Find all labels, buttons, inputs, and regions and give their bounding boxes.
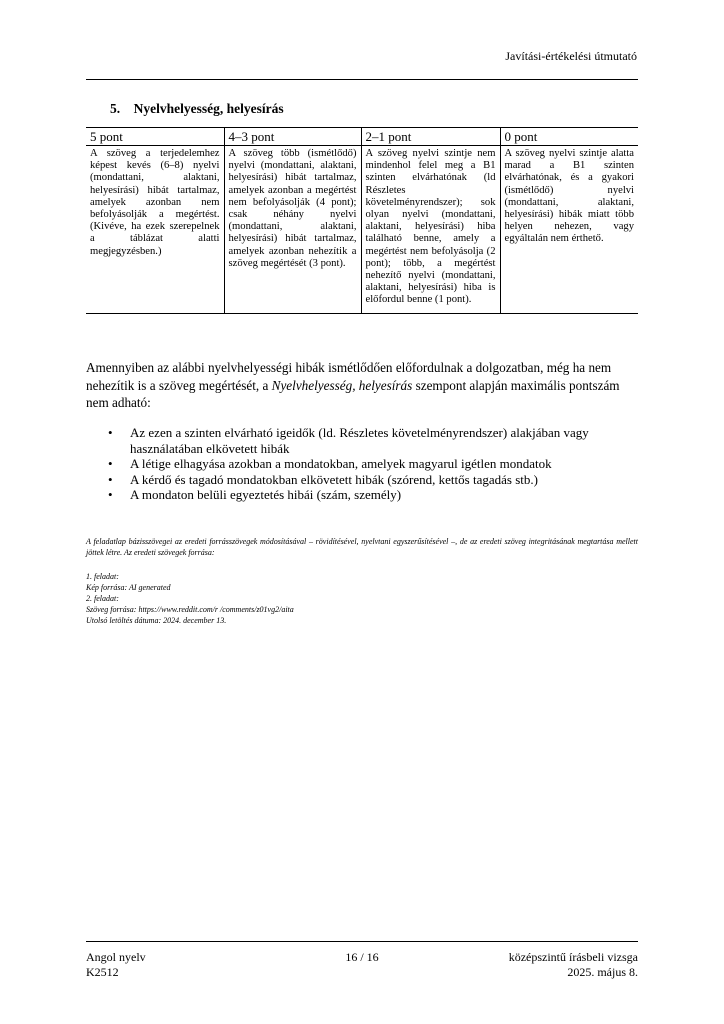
scoring-table (86, 127, 638, 314)
list-item (86, 425, 638, 456)
list-item (86, 472, 638, 488)
footer-right (509, 950, 638, 980)
table-row (86, 146, 638, 314)
note-text-end: szempont alapján maximális pontszám nem adható: (86, 377, 620, 410)
criteria-4-3-points: A szöveg több (ismétlődő) nyelvi (mondattani, alaktani, helyesírási) hibát tartalmaz, amelyek azonban a megértést nem befolyásolják (4 pont); csak néhány nyelvi (mondattani, alaktani, helyesírási) hibát tartalmaz, amelyek azonban nehezítik a szöveg megértését (3 pont). (224, 146, 361, 314)
list-item-text: A mondaton belüli egyeztetés hibái (szám, személy) (130, 487, 402, 502)
table-header-row (86, 128, 638, 146)
footer-code: K2512 (86, 965, 119, 979)
note-paragraph (86, 359, 638, 412)
criteria-0-points: A szöveg nyelvi szintje alatta marad a B1 szinten elvárhatónak, és a gyakori (ismétlődő) nyelvi (mondattani, alaktani, helyesírási) hibák miatt több helyen nehezen, vagy egyáltalán nem érthető. (500, 146, 638, 314)
page-number: 16 / 16 (345, 950, 379, 964)
column-header-5-points: 5 pont (86, 128, 224, 146)
bullet-icon: • (108, 456, 113, 471)
running-header: Javítási-értékelési útmutató (505, 49, 637, 63)
footer-date: 2025. május 8. (567, 965, 638, 979)
list-item (86, 487, 638, 503)
criteria-5-points: A szöveg a terjedelemhez képest kevés (6–8) nyelvi (mondattani, alaktani, helyesírási) hibát tartalmaz, amelyek azonban nem befolyásolják a megértést. (Kivéve, ha ezek szerepelnek a táblázat alatti megjegyzésben.) (86, 146, 224, 314)
column-header-0-points: 0 pont (500, 128, 638, 146)
list-item-text: Az ezen a szinten elvárható igeidők (ld. Részletes követelményrendszer) alakjában vagy használatában elkövetett hibák (130, 425, 589, 456)
source-line: Kép forrása: AI generated (86, 583, 171, 592)
bullet-icon: • (108, 425, 113, 440)
footer-subject: Angol nyelv (86, 950, 146, 964)
bullet-icon: • (108, 487, 113, 502)
column-header-2-1-points: 2–1 pont (361, 128, 500, 146)
source-line: Utolsó letöltés dátuma: 2024. december 13. (86, 616, 227, 625)
sources-list (86, 571, 638, 626)
source-line: 2. feladat: (86, 594, 119, 603)
source-line: Szöveg forrása: https://www.reddit.com/r /comments/z01vg2/aita (86, 605, 294, 614)
sources-note: A feladatlap bázisszövegei az eredeti forrásszövegek módosításával – rövidítésével, nyelvtani egyszerűsítésével –, de az eredeti szöveg integritásának megtartása mellett jöttek létre. Az eredeti szövegek forrása: (86, 537, 638, 557)
list-item-text: A létige elhagyása azokban a mondatokban, amelyek magyarul igétlen mondatok (130, 456, 552, 471)
note-criterion-name: Nyelvhelyesség, helyesírás (271, 377, 413, 393)
list-item-text: A kérdő és tagadó mondatokban elkövetett hibák (szórend, kettős tagadás stb.) (130, 471, 538, 487)
source-line: 1. feladat: (86, 572, 119, 581)
list-item (86, 456, 638, 472)
note-text-start: Amennyiben az alábbi nyelvhelyességi hibák ismétlődően előfordulnak a dolgozatban, még ha nem nehezítik is a szöveg megértését, a (86, 360, 612, 393)
bullet-icon: • (108, 471, 113, 487)
footer-exam: középszintű írásbeli vizsga (508, 950, 638, 964)
header-rule (86, 79, 638, 80)
section-title: 5. Nyelvhelyesség, helyesírás (110, 101, 284, 116)
column-header-4-3-points: 4–3 pont (224, 128, 361, 146)
error-list (86, 425, 638, 503)
footer-rule (86, 941, 638, 942)
criteria-2-1-points: A szöveg nyelvi szintje nem mindenhol felel meg a B1 szinten elvárhatónak (ld Részletes követelményrendszer); sok olyan nyelvi (mondattani, alaktani, helyesírási) hiba található benne, amely a megértést nem befolyásolja (2 pont); több, a megértést nehezítő nyelvi (mondattani, alaktani, helyesírási) hiba is előfordul benne (1 pont). (361, 146, 500, 314)
